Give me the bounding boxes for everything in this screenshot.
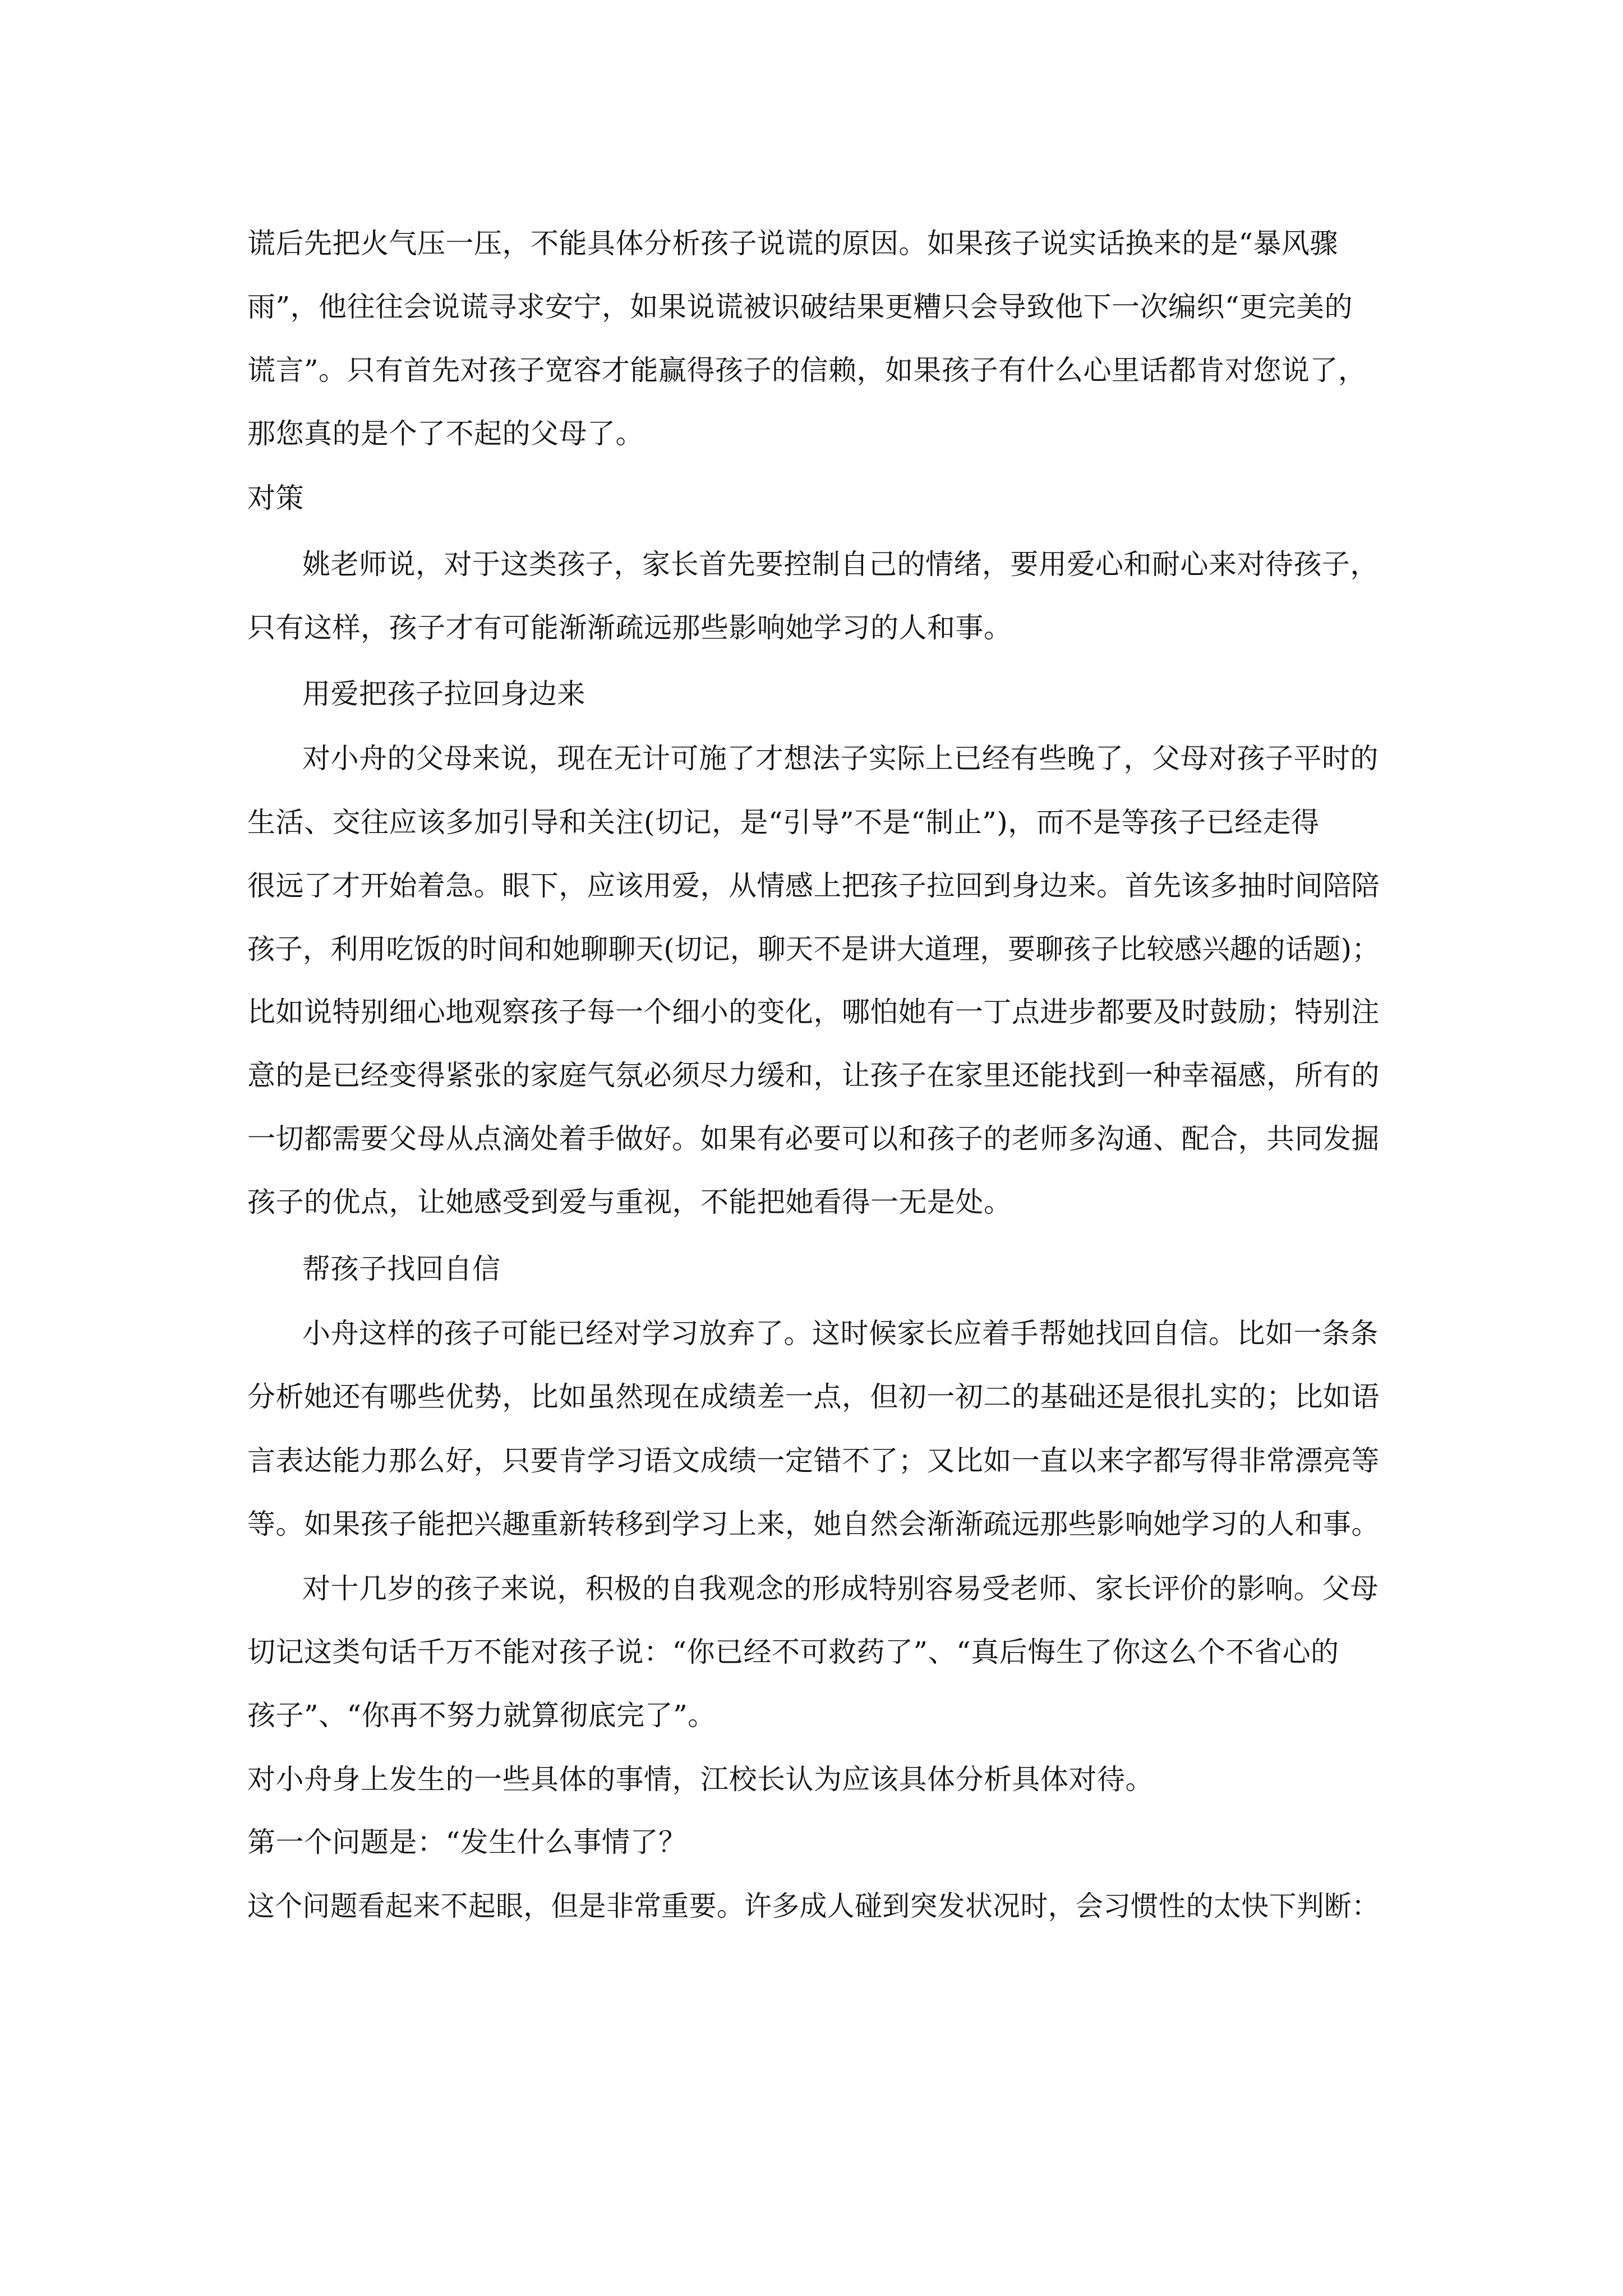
text-line-1: 谎后先把火气压一压，不能具体分析孩子说谎的原因。如果孩子说实话换来的是“暴风骤 <box>247 227 1339 260</box>
text-line-19: 分析她还有哪些优势，比如虽然现在成绩差一点，但初一初二的基础还是很扎实的；比如语 <box>247 1381 1380 1413</box>
subheading-love: 用爱把孩子拉回身边来 <box>302 678 585 710</box>
text-line-16: 孩子的优点，让她感受到爱与重视，不能把她看得一无是处。 <box>247 1186 1012 1218</box>
text-line-23: 切记这类句话千万不能对孩子说：“你已经不可救药了”、“真后悔生了你这么个不省心的 <box>247 1636 1339 1668</box>
text-line-14: 意的是已经变得紧张的家庭气氛必须尽力缓和，让孩子在家里还能找到一种幸福感，所有的 <box>247 1059 1380 1092</box>
text-line-12: 孩子，利用吃饭的时间和她聊聊天(切记，聊天不是讲大道理，要聊孩子比较感兴趣的话题)； <box>247 933 1380 965</box>
text-line-15: 一切都需要父母从点滴处着手做好。如果有必要可以和孩子的老师多沟通、配合，共同发掘 <box>247 1122 1380 1155</box>
text-line-18: 小舟这样的孩子可能已经对学习放弃了。这时候家长应着手帮她找回自信。比如一条条 <box>302 1317 1378 1350</box>
text-line-25: 对小舟身上发生的一些具体的事情，江校长认为应该具体分析具体对待。 <box>247 1763 1154 1796</box>
text-line-27: 这个问题看起来不起眼，但是非常重要。许多成人碰到突发状况时，会习惯性的太快下判断： <box>247 1890 1380 1922</box>
text-line-24: 孩子”、“你再不努力就算彻底完了”。 <box>247 1699 716 1732</box>
text-line-13: 比如说特别细心地观察孩子每一个细小的变化，哪怕她有一丁点进步都要及时鼓励；特别注 <box>247 996 1380 1028</box>
text-line-10: 生活、交往应该多加引导和关注(切记，是“引导”不是“制止”)，而不是等孩子已经走得 <box>247 806 1320 839</box>
text-line-2: 雨”，他往往会说谎寻求安宁，如果说谎被识破结果更糟只会导致他下一次编织“更完美的 <box>247 291 1353 323</box>
text-line-22: 对十几岁的孩子来说，积极的自我观念的形成特别容易受老师、家长评价的影响。父母 <box>302 1572 1378 1605</box>
text-line-3: 谎言”。只有首先对孩子宽容才能赢得孩子的信赖，如果孩子有什么心里话都肯对您说了， <box>247 354 1367 386</box>
text-line-7: 只有这样，孩子才有可能渐渐疏远那些影响她学习的人和事。 <box>247 611 1012 644</box>
text-line-6: 姚老师说，对于这类孩子，家长首先要控制自己的情绪，要用爱心和耐心来对待孩子， <box>302 548 1378 581</box>
subheading-confidence: 帮孩子找回自信 <box>302 1253 501 1285</box>
text-line-26: 第一个问题是：“发生什么事情了？ <box>247 1826 687 1858</box>
text-line-9: 对小舟的父母来说，现在无计可施了才想法子实际上已经有些晚了，父母对孩子平时的 <box>302 742 1378 775</box>
text-line-20: 言表达能力那么好，只要肯学习语文成绩一定错不了；又比如一直以来字都写得非常漂亮等 <box>247 1444 1380 1477</box>
text-line-4: 那您真的是个了不起的父母了。 <box>247 417 644 450</box>
text-line-11: 很远了才开始着急。眼下，应该用爱，从情感上把孩子拉回到身边来。首先该多抽时间陪陪 <box>247 869 1380 902</box>
section-heading-duice: 对策 <box>247 482 304 514</box>
text-line-21: 等。如果孩子能把兴趣重新转移到学习上来，她自然会渐渐疏远那些影响她学习的人和事。 <box>247 1508 1380 1540</box>
